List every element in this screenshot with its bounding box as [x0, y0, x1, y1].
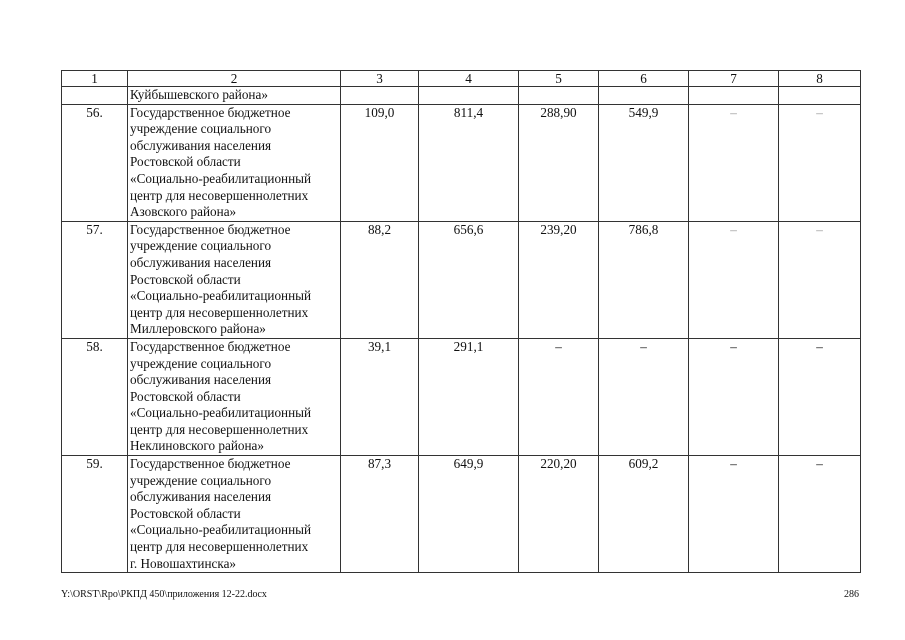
cell-col4: 649,9 — [419, 456, 519, 573]
institution-name: Государственное бюджетное учреждение социального обслуживания населения Ростовской области «Социально-реабилитационный центр для несовершеннолетних Миллеровского района» — [128, 221, 341, 338]
cell-col4: 656,6 — [419, 221, 519, 338]
cell-col6: 786,8 — [599, 221, 689, 338]
cell-col8: – — [779, 456, 861, 573]
table-row — [62, 456, 861, 573]
header-cell: 1 — [62, 71, 128, 87]
row-number: 56. — [62, 104, 128, 221]
institution-name: Государственное бюджетное учреждение социального обслуживания населения Ростовской области «Социально-реабилитационный центр для несовершеннолетних Азовского района» — [128, 104, 341, 221]
row-number: 57. — [62, 221, 128, 338]
continuation-text: Куйбышевского района» — [128, 87, 341, 105]
cell-col6: 609,2 — [599, 456, 689, 573]
header-row — [62, 71, 861, 87]
row-number: 59. — [62, 456, 128, 573]
row-number: 58. — [62, 338, 128, 455]
cell-col7: – — [689, 338, 779, 455]
cell-col6: 549,9 — [599, 104, 689, 221]
cell-col3: 39,1 — [341, 338, 419, 455]
cell-col4: 291,1 — [419, 338, 519, 455]
cell-col7: – — [689, 221, 779, 338]
continuation-row — [62, 87, 861, 105]
header-cell: 6 — [599, 71, 689, 87]
cell-col5: 288,90 — [519, 104, 599, 221]
header-cell: 5 — [519, 71, 599, 87]
table-row — [62, 221, 861, 338]
header-cell: 4 — [419, 71, 519, 87]
cell-col5: 220,20 — [519, 456, 599, 573]
cell-col7: – — [689, 104, 779, 221]
cell-col7: – — [689, 456, 779, 573]
cell-col8: – — [779, 338, 861, 455]
cell-col5: 239,20 — [519, 221, 599, 338]
cell-col3: 109,0 — [341, 104, 419, 221]
table-row — [62, 338, 861, 455]
cell-col4: 811,4 — [419, 104, 519, 221]
cell-col6: – — [599, 338, 689, 455]
header-cell: 3 — [341, 71, 419, 87]
cell-col5: – — [519, 338, 599, 455]
header-cell: 2 — [128, 71, 341, 87]
header-cell: 7 — [689, 71, 779, 87]
cell-col3: 87,3 — [341, 456, 419, 573]
header-cell: 8 — [779, 71, 861, 87]
cell-col8: – — [779, 104, 861, 221]
cell-col3: 88,2 — [341, 221, 419, 338]
cell-col8: – — [779, 221, 861, 338]
table-row — [62, 104, 861, 221]
data-table — [61, 70, 861, 573]
page-number: 286 — [844, 589, 859, 600]
institution-name: Государственное бюджетное учреждение социального обслуживания населения Ростовской области «Социально-реабилитационный центр для несовершеннолетних Неклиновского района» — [128, 338, 341, 455]
footer-file-path: Y:\ORST\Rpo\РКПД 450\приложения 12-22.docx — [61, 589, 267, 600]
institution-name: Государственное бюджетное учреждение социального обслуживания населения Ростовской области «Социально-реабилитационный центр для несовершеннолетних г. Новошахтинска» — [128, 456, 341, 573]
